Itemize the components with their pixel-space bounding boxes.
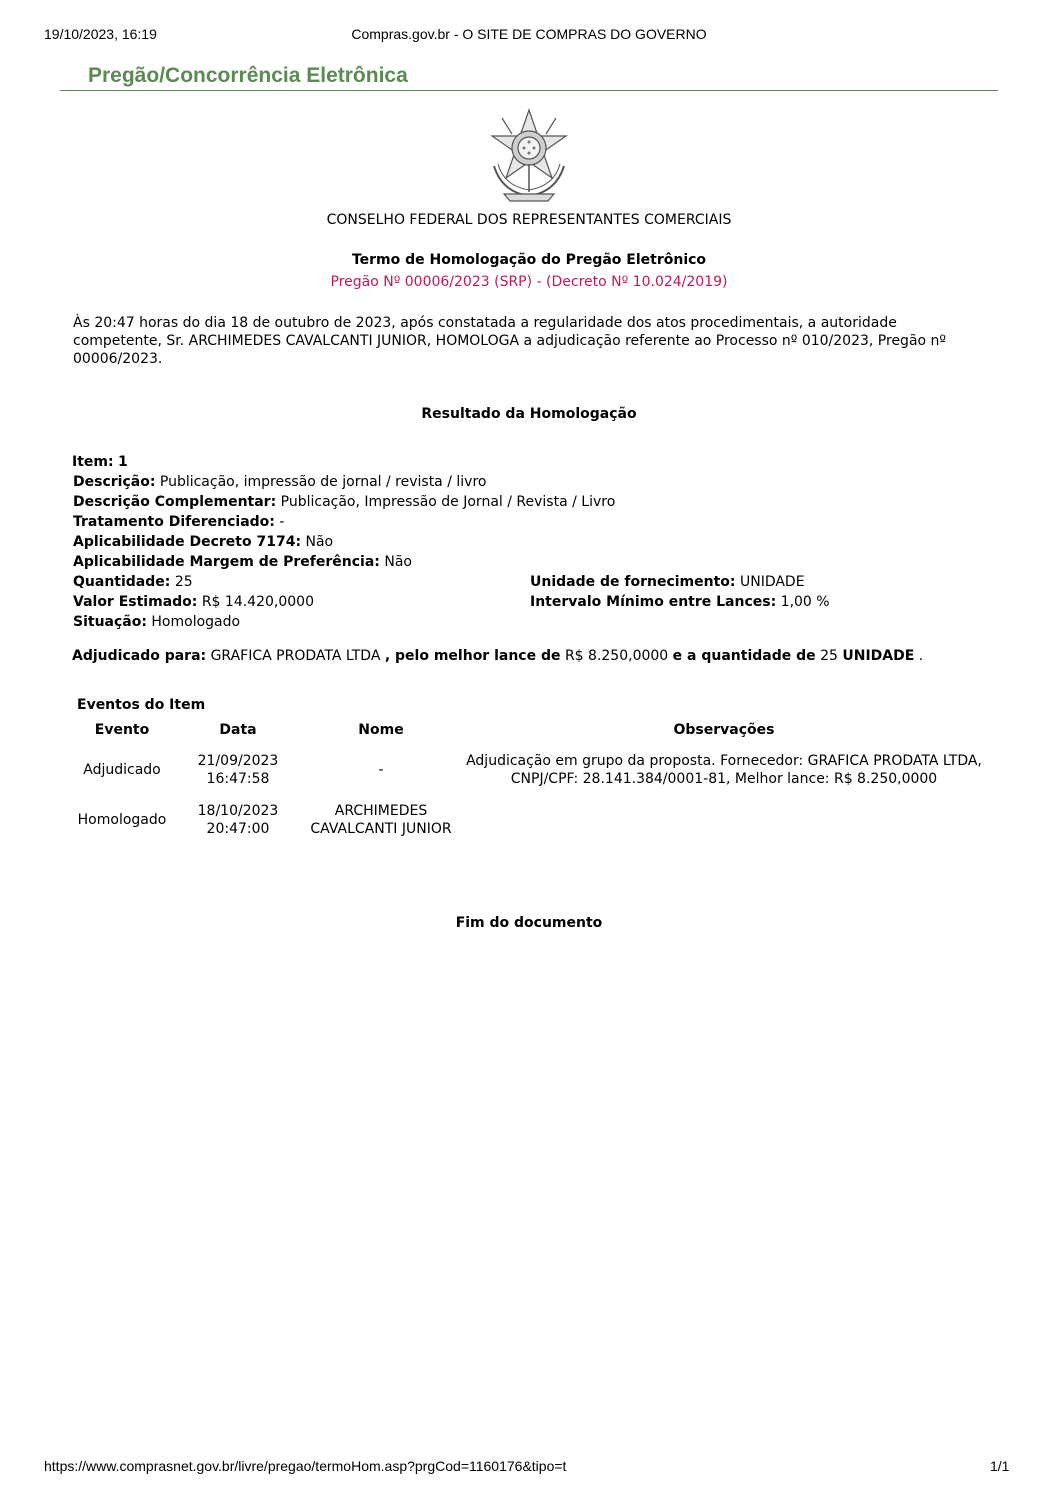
organization-name: CONSELHO FEDERAL DOS REPRESENTANTES COMERCIAIS (326, 212, 732, 228)
complementary-description-value: Publicação, Impressão de Jornal / Revista / Livro (280, 494, 616, 510)
event-type: Homologado (77, 812, 167, 828)
complementary-description-label: Descrição Complementar: (73, 494, 277, 510)
quantity-value: 25 (174, 574, 193, 590)
adjudication-summary (72, 648, 923, 664)
estimated-value-label: Valor Estimado: (73, 594, 198, 610)
event-name: - (378, 762, 384, 778)
item-estimated-value (73, 592, 314, 612)
events-header-nome: Nome (358, 722, 404, 738)
print-url: https://www.comprasnet.gov.br/livre/pregao/termoHom.asp?prgCod=1160176&tipo=t (44, 1458, 567, 1474)
item-differentiated-treatment (73, 512, 284, 532)
events-header-data: Data (219, 722, 257, 738)
min-interval-value: 1,00 % (780, 594, 830, 610)
item-label: Item: (72, 454, 114, 470)
item-description (73, 472, 486, 492)
print-datetime: 19/10/2023, 16:19 (44, 26, 157, 42)
event-type: Adjudicado (83, 762, 161, 778)
event-date (174, 742, 302, 798)
term-title: Termo de Homologação do Pregão Eletrônico (351, 252, 707, 268)
item-complementary-description (73, 492, 615, 512)
adjudicated-quantity-value: 25 (820, 648, 838, 664)
treatment-value: - (279, 514, 285, 530)
title-divider (60, 90, 998, 91)
item-status (73, 612, 240, 632)
item-preference-margin (73, 552, 412, 572)
item-supply-unit (530, 572, 805, 592)
event-date (174, 798, 302, 842)
events-header-evento: Evento (94, 722, 150, 738)
item-decree-applicability (73, 532, 333, 552)
adjudicated-unit: UNIDADE (842, 648, 915, 664)
description-value: Publicação, impressão de jornal / revista / livro (159, 474, 487, 490)
event-date-day: 21/09/2023 (197, 753, 279, 769)
best-bid-label: , pelo melhor lance de (384, 648, 561, 664)
item-number (72, 452, 128, 472)
intro-paragraph: Às 20:47 horas do dia 18 de outubro de 2023, após constatada a regularidade dos atos procedimentais, a autoridade competente, Sr. ARCHIMEDES CAVALCANTI JUNIOR, HOMOLOGA a adjudicação referente ao Processo nº 010/2023, Pregão nº 00006/2023. (73, 315, 947, 367)
event-date-time: 20:47:00 (206, 821, 270, 837)
events-header-observacoes: Observações (673, 722, 775, 738)
adjudicated-end: . (918, 648, 924, 664)
treatment-label: Tratamento Diferenciado: (73, 514, 275, 530)
best-bid-value: R$ 8.250,0000 (564, 648, 669, 664)
adjudicated-quantity-label: e a quantidade de (672, 648, 816, 664)
min-interval-label: Intervalo Mínimo entre Lances: (530, 594, 777, 610)
status-label: Situação: (73, 614, 147, 630)
brazil-coat-of-arms-icon (482, 106, 576, 206)
result-title: Resultado da Homologação (421, 406, 637, 422)
table-row (70, 798, 988, 842)
supply-unit-value: UNIDADE (739, 574, 805, 590)
description-label: Descrição: (73, 474, 156, 490)
event-observations: Adjudicação em grupo da proposta. Fornecedor: GRAFICA PRODATA LTDA, CNPJ/CPF: 28.141.384/0001-81, Melhor lance: R$ 8.250,0000 (466, 753, 982, 787)
table-row (70, 742, 988, 798)
events-header-row (70, 718, 988, 742)
adjudicated-company: GRAFICA PRODATA LTDA (210, 648, 381, 664)
events-title: Eventos do Item (77, 697, 206, 713)
events-table (70, 718, 988, 842)
quantity-label: Quantidade: (73, 574, 171, 590)
item-quantity (73, 572, 193, 592)
decree-value: Não (305, 534, 334, 550)
event-date-time: 16:47:58 (206, 771, 270, 787)
print-page-number: 1/1 (990, 1458, 1010, 1474)
margin-value: Não (384, 554, 412, 570)
event-observations (460, 798, 988, 842)
end-of-document: Fim do documento (455, 915, 603, 931)
item-value: 1 (118, 454, 128, 470)
pregao-number: Pregão Nº 00006/2023 (SRP) - (Decreto Nº 10.024/2019) (330, 274, 728, 290)
decree-label: Aplicabilidade Decreto 7174: (73, 534, 302, 550)
print-site-title: Compras.gov.br - O SITE DE COMPRAS DO GOVERNO (351, 26, 707, 42)
event-date-day: 18/10/2023 (197, 803, 279, 819)
status-value: Homologado (151, 614, 241, 630)
app-title: Pregão/Concorrência Eletrônica (88, 64, 408, 87)
item-min-bid-interval (530, 592, 830, 612)
adjudicated-label: Adjudicado para: (72, 648, 207, 664)
event-name: ARCHIMEDES CAVALCANTI JUNIOR (310, 803, 452, 837)
estimated-value-value: R$ 14.420,0000 (201, 594, 314, 610)
supply-unit-label: Unidade de fornecimento: (530, 574, 736, 590)
margin-label: Aplicabilidade Margem de Preferência: (73, 554, 380, 570)
